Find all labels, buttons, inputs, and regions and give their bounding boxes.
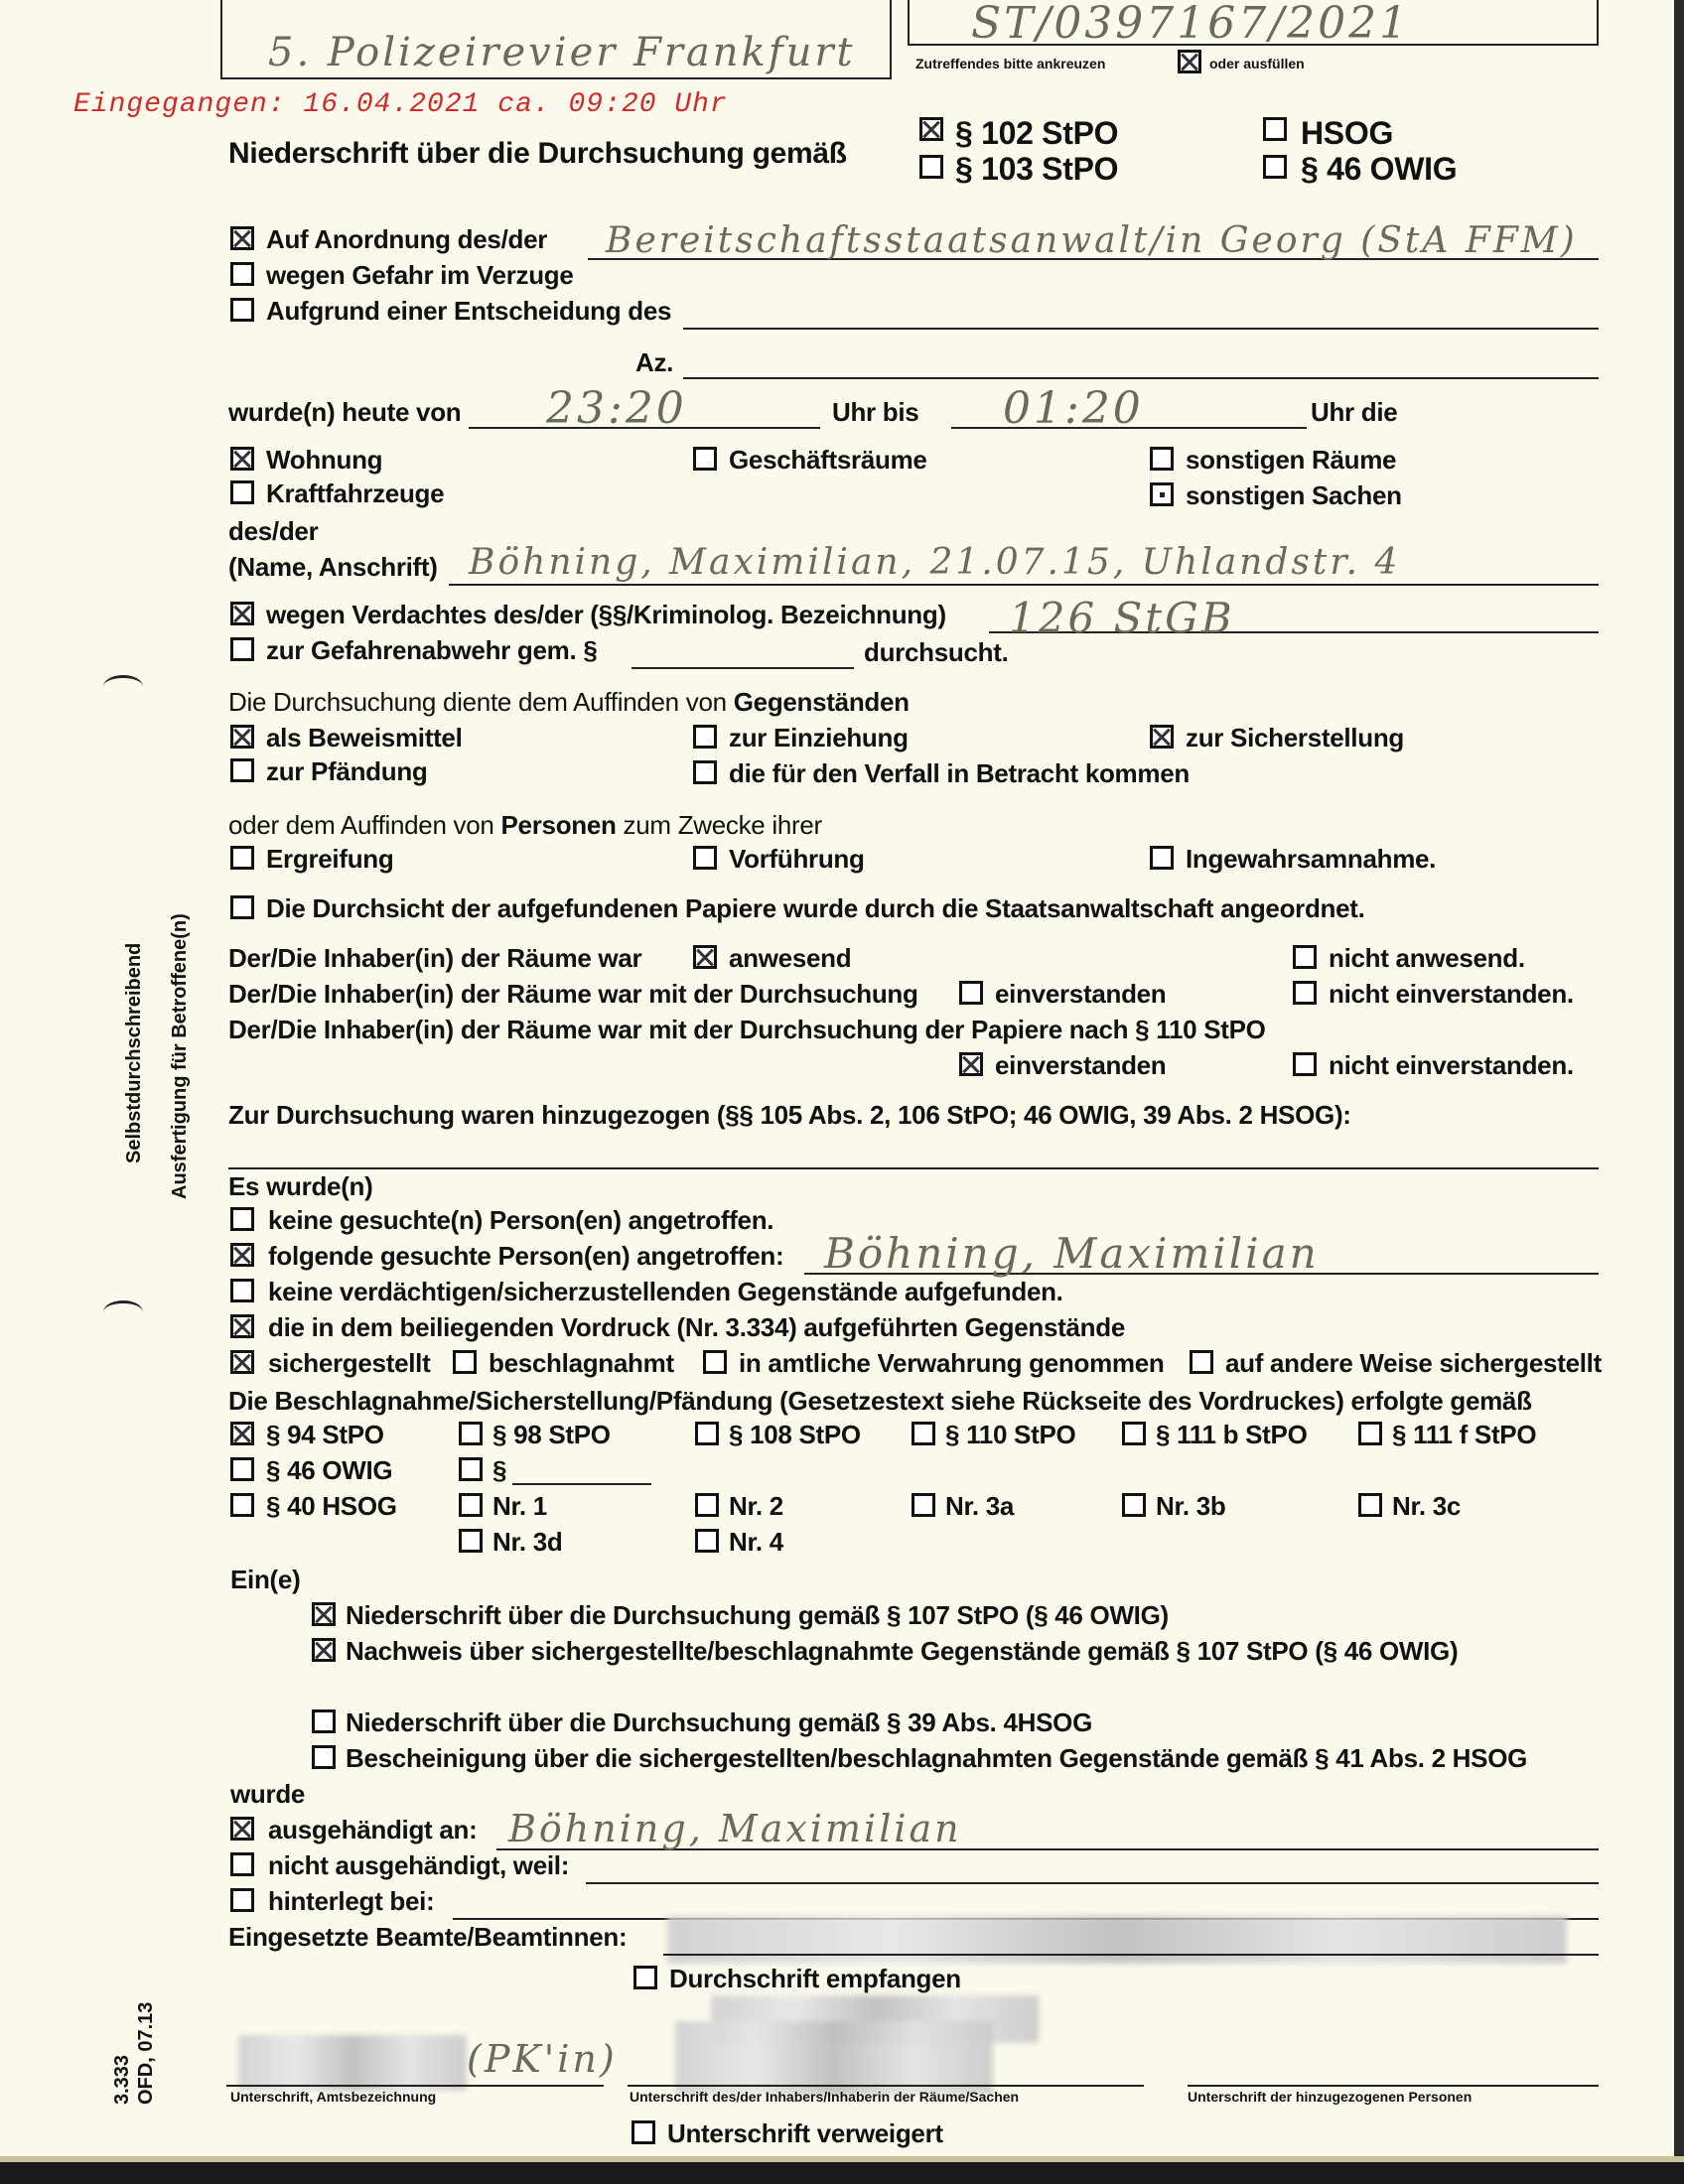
checkbox-p108[interactable] bbox=[695, 1422, 719, 1445]
label-d2: Nachweis über sichergestellte/beschlagnahmte Gegenstände gemäß § 107 StPO (§ 46 OWIG) bbox=[346, 1636, 1459, 1666]
label-gefahrenabwehr: zur Gefahrenabwehr gem. § bbox=[266, 635, 598, 665]
redacted-owner-signature bbox=[675, 2021, 993, 2095]
label-beschlagnahmt: beschlagnahmt bbox=[489, 1348, 674, 1378]
checkbox-102-stpo[interactable] bbox=[919, 117, 943, 141]
checkbox-einverstanden-papiere[interactable] bbox=[959, 1052, 983, 1076]
checkbox-geschaeft[interactable] bbox=[693, 447, 717, 471]
owner-line-1: Der/Die Inhaber(in) der Räume war bbox=[228, 943, 642, 973]
label-keine-gegenstaende: keine verdächtigen/sicherzustellenden Gegenstände aufgefunden. bbox=[268, 1277, 1063, 1306]
redacted-officers bbox=[667, 1916, 1567, 1964]
sig2-label: Unterschrift des/der Inhabers/Inhaberin der Räume/Sachen bbox=[630, 2089, 1020, 2105]
label-nr3a: Nr. 3a bbox=[945, 1491, 1015, 1521]
purpose-heading-b: Gegenständen bbox=[733, 687, 910, 717]
checkbox-p94[interactable] bbox=[230, 1422, 254, 1445]
label-verwahrung: in amtliche Verwahrung genommen bbox=[739, 1348, 1165, 1378]
checkbox-wohnung[interactable] bbox=[230, 447, 254, 471]
ausgehaendigt-handwriting: Böhning, Maximilian bbox=[508, 1807, 962, 1850]
label-beamte: Eingesetzte Beamte/Beamtinnen: bbox=[228, 1922, 628, 1952]
label-von: wurde(n) heute von bbox=[228, 397, 462, 427]
checkbox-nr4[interactable] bbox=[695, 1529, 719, 1553]
label-gefahr: wegen Gefahr im Verzuge bbox=[266, 260, 574, 290]
label-p111f: § 111 f StPO bbox=[1392, 1420, 1537, 1449]
label-anwesend: anwesend bbox=[729, 943, 852, 973]
label-sonst-sachen: sonstigen Sachen bbox=[1186, 480, 1402, 510]
hint-label: Zutreffendes bitte ankreuzen bbox=[915, 56, 1106, 71]
margin-ausfertigung: Ausfertigung für Betroffene(n) bbox=[169, 913, 191, 1199]
documents-heading: Ein(e) bbox=[230, 1565, 301, 1594]
checkbox-entscheidung[interactable] bbox=[230, 298, 254, 322]
signature-rank-handwriting: (PK'in) bbox=[467, 2037, 618, 2081]
checkbox-nr2[interactable] bbox=[695, 1493, 719, 1517]
label-nr4: Nr. 4 bbox=[729, 1527, 783, 1557]
checkbox-d3[interactable] bbox=[312, 1709, 336, 1733]
sig3-label: Unterschrift der hinzugezogenen Personen bbox=[1188, 2089, 1473, 2105]
label-einziehung: zur Einziehung bbox=[729, 723, 909, 752]
checkbox-verweigert[interactable] bbox=[632, 2120, 655, 2144]
checkbox-verdacht[interactable] bbox=[230, 602, 254, 625]
received-stamp: Eingegangen: 16.04.2021 ca. 09:20 Uhr bbox=[73, 89, 728, 120]
label-sonst-raeume: sonstigen Räume bbox=[1186, 445, 1397, 475]
label-entscheidung: Aufgrund einer Entscheidung des bbox=[266, 296, 672, 326]
label-nr3d: Nr. 3d bbox=[492, 1527, 563, 1557]
hint-label-2: oder ausfüllen bbox=[1209, 56, 1305, 71]
checkbox-nr3a[interactable] bbox=[912, 1493, 935, 1517]
label-verfall: die für den Verfall in Betracht kommen bbox=[729, 758, 1190, 788]
label-nr3c: Nr. 3c bbox=[1392, 1491, 1462, 1521]
label-sichergestellt: sichergestellt bbox=[268, 1348, 431, 1378]
sig2-line bbox=[628, 2085, 1144, 2087]
label-beweis: als Beweismittel bbox=[266, 723, 463, 752]
label-103-stpo: § 103 StPO bbox=[955, 151, 1119, 187]
checkbox-p111f[interactable] bbox=[1358, 1422, 1382, 1445]
checkbox-sichergestellt[interactable] bbox=[230, 1350, 254, 1374]
checkbox-einziehung[interactable] bbox=[693, 725, 717, 749]
label-keine-personen: keine gesuchte(n) Person(en) angetroffen. bbox=[268, 1205, 774, 1235]
checkbox-keine-personen[interactable] bbox=[230, 1207, 254, 1231]
checkbox-nicht-ausgehaendigt[interactable] bbox=[230, 1852, 254, 1876]
label-verdacht: wegen Verdachtes des/der (§§/Kriminolog. Bezeichnung) bbox=[266, 600, 946, 629]
label-durchschrift: Durchschrift empfangen bbox=[669, 1964, 961, 1993]
label-verweigert: Unterschrift verweigert bbox=[667, 2118, 943, 2148]
checkbox-folgende[interactable] bbox=[230, 1243, 254, 1267]
checkbox-d4[interactable] bbox=[312, 1745, 336, 1769]
checkbox-keine-gegenstaende[interactable] bbox=[230, 1279, 254, 1302]
punch-mark-bottom bbox=[103, 1300, 143, 1323]
checkbox-hsog[interactable] bbox=[1263, 117, 1287, 141]
label-nicht-einverstanden: nicht einverstanden. bbox=[1329, 979, 1574, 1009]
sig1-line bbox=[226, 2085, 604, 2087]
label-einverstanden-papiere: einverstanden bbox=[995, 1050, 1167, 1080]
form-title: Niederschrift über die Durchsuchung gemäß bbox=[228, 137, 847, 170]
verdacht-handwriting: 126 StGB bbox=[1009, 594, 1235, 642]
hint-checkbox[interactable] bbox=[1178, 50, 1201, 73]
checkbox-kfz[interactable] bbox=[230, 480, 254, 504]
checkbox-nr3c[interactable] bbox=[1358, 1493, 1382, 1517]
checkbox-nr1[interactable] bbox=[459, 1493, 483, 1517]
label-einverstanden: einverstanden bbox=[995, 979, 1167, 1009]
checkbox-pblank[interactable] bbox=[459, 1457, 483, 1481]
authority-handwriting: 5. Polizeirevier Frankfurt bbox=[268, 30, 856, 75]
label-andere-weise: auf andere Weise sichergestellt bbox=[1225, 1348, 1602, 1378]
checkbox-einverstanden[interactable] bbox=[959, 981, 983, 1005]
label-p40: § 40 HSOG bbox=[266, 1491, 397, 1521]
label-nicht-anwesend: nicht anwesend. bbox=[1329, 943, 1525, 973]
label-d3: Niederschrift über die Durchsuchung gemäß § 39 Abs. 4HSOG bbox=[346, 1707, 1093, 1737]
label-46-owig: § 46 OWIG bbox=[1301, 151, 1458, 187]
label-papiere: Die Durchsicht der aufgefundenen Papiere wurde durch die Staatsanwaltschaft angeordnet. bbox=[266, 893, 1365, 923]
checkbox-anordnung[interactable] bbox=[230, 226, 254, 250]
checkbox-p46[interactable] bbox=[230, 1457, 254, 1481]
checkbox-vorfuehrung[interactable] bbox=[693, 846, 717, 870]
checkbox-papiere[interactable] bbox=[230, 895, 254, 919]
label-pblank: § bbox=[492, 1455, 507, 1485]
persons-heading-c: zum Zwecke ihrer bbox=[623, 810, 822, 840]
scan-bottom-border bbox=[0, 2162, 1684, 2184]
label-folgende: folgende gesuchte Person(en) angetroffen: bbox=[268, 1241, 784, 1271]
checkbox-anwesend[interactable] bbox=[693, 945, 717, 969]
label-az: Az. bbox=[635, 347, 674, 377]
gefahrenabwehr-line bbox=[632, 667, 854, 669]
name-line bbox=[449, 584, 1599, 586]
checkbox-verfall[interactable] bbox=[693, 760, 717, 784]
label-vordruck: die in dem beiliegenden Vordruck (Nr. 3.334) aufgeführten Gegenstände bbox=[268, 1312, 1126, 1342]
checkbox-d2[interactable] bbox=[312, 1638, 336, 1662]
checkbox-46-owig[interactable] bbox=[1263, 155, 1287, 179]
purpose-heading-a: Die Durchsuchung diente dem Auffinden von bbox=[228, 687, 727, 717]
checkbox-beschlagnahmt[interactable] bbox=[453, 1350, 477, 1374]
label-wurde: wurde bbox=[230, 1779, 306, 1809]
checkbox-ergreifung[interactable] bbox=[230, 846, 254, 870]
margin-selbstdurchschreibend: Selbstdurchschreibend bbox=[123, 942, 145, 1163]
checkbox-p40[interactable] bbox=[230, 1493, 254, 1517]
label-bis: Uhr bis bbox=[832, 397, 919, 427]
checkbox-p111b[interactable] bbox=[1122, 1422, 1146, 1445]
punch-mark-top bbox=[103, 675, 143, 698]
label-d4: Bescheinigung über die sichergestellten/beschlagnahmten Gegenstände gemäß § 41 Abs. 2 HSOG bbox=[346, 1743, 1528, 1773]
label-102-stpo: § 102 StPO bbox=[955, 115, 1119, 151]
label-sicherstellung: zur Sicherstellung bbox=[1186, 723, 1404, 752]
sig3-line bbox=[1188, 2085, 1599, 2087]
scan-right-border bbox=[1674, 0, 1684, 2184]
checkbox-nr3d[interactable] bbox=[459, 1529, 483, 1553]
label-name: (Name, Anschrift) bbox=[228, 552, 438, 582]
witnesses-line bbox=[228, 1167, 1599, 1169]
name-handwriting: Böhning, Maximilian, 21.07.15, Uhlandstr. 4 bbox=[469, 542, 1401, 583]
purpose-heading bbox=[228, 687, 910, 718]
label-p94: § 94 StPO bbox=[266, 1420, 384, 1449]
entscheidung-line bbox=[683, 328, 1599, 330]
checkbox-sonst-sachen[interactable] bbox=[1150, 482, 1174, 506]
owner-line-2: Der/Die Inhaber(in) der Räume war mit der Durchsuchung bbox=[228, 979, 918, 1009]
anordnung-handwriting: Bereitschaftsstaatsanwalt/in Georg (StA FFM) bbox=[606, 220, 1578, 261]
basis-label: Die Beschlagnahme/Sicherstellung/Pfändung (Gesetzestext siehe Rückseite des Vordruckes) erfolgte gemäß bbox=[228, 1386, 1532, 1416]
label-nr2: Nr. 2 bbox=[729, 1491, 783, 1521]
checkbox-nr3b[interactable] bbox=[1122, 1493, 1146, 1517]
checkbox-nicht-einverstanden[interactable] bbox=[1293, 981, 1317, 1005]
witnesses-label: Zur Durchsuchung waren hinzugezogen (§§ 105 Abs. 2, 106 StPO; 46 OWIG, 39 Abs. 2 HSOG): bbox=[228, 1100, 1351, 1130]
label-geschaeft: Geschäftsräume bbox=[729, 445, 927, 475]
folgende-handwriting: Böhning, Maximilian bbox=[824, 1229, 1320, 1278]
label-wohnung: Wohnung bbox=[266, 445, 383, 475]
checkbox-gefahrenabwehr[interactable] bbox=[230, 637, 254, 661]
checkbox-pfaendung[interactable] bbox=[230, 758, 254, 782]
checkbox-sicherstellung[interactable] bbox=[1150, 725, 1174, 749]
margin-ofd: OFD, 07.13 bbox=[135, 2001, 157, 2105]
label-nicht-ausgehaendigt: nicht ausgehändigt, weil: bbox=[268, 1850, 570, 1880]
label-nr1: Nr. 1 bbox=[492, 1491, 547, 1521]
label-p46: § 46 OWIG bbox=[266, 1455, 393, 1485]
checkbox-beweis[interactable] bbox=[230, 725, 254, 749]
checkbox-durchschrift[interactable] bbox=[633, 1966, 657, 1989]
label-p110: § 110 StPO bbox=[945, 1420, 1076, 1449]
checkbox-vordruck[interactable] bbox=[230, 1314, 254, 1338]
margin-form-number: 3.333 bbox=[111, 2054, 133, 2105]
bis-handwriting: 01:20 bbox=[1003, 383, 1144, 434]
label-nicht-einverstanden-papiere: nicht einverstanden. bbox=[1329, 1050, 1574, 1080]
checkbox-p110[interactable] bbox=[912, 1422, 935, 1445]
az-line bbox=[683, 377, 1599, 379]
label-ausgehaendigt: ausgehändigt an: bbox=[268, 1815, 478, 1844]
persons-heading bbox=[228, 810, 822, 841]
label-die: Uhr die bbox=[1311, 397, 1398, 427]
case-number-handwriting: ST/0397167/2021 bbox=[971, 0, 1411, 49]
checkbox-p98[interactable] bbox=[459, 1422, 483, 1445]
checkbox-d1[interactable] bbox=[312, 1602, 336, 1626]
checkbox-hinterlegt[interactable] bbox=[230, 1888, 254, 1912]
label-durchsucht: durchsucht. bbox=[864, 637, 1009, 667]
label-anordnung: Auf Anordnung des/der bbox=[266, 224, 548, 254]
label-hinterlegt: hinterlegt bei: bbox=[268, 1886, 435, 1916]
checkbox-gefahr[interactable] bbox=[230, 262, 254, 286]
checkbox-nicht-anwesend[interactable] bbox=[1293, 945, 1317, 969]
beamte-line bbox=[663, 1954, 1599, 1956]
label-hsog: HSOG bbox=[1301, 115, 1394, 151]
label-p111b: § 111 b StPO bbox=[1156, 1420, 1308, 1449]
checkbox-ingewahrsam[interactable] bbox=[1150, 846, 1174, 870]
label-ingewahrsam: Ingewahrsamnahme. bbox=[1186, 844, 1437, 874]
label-p98: § 98 StPO bbox=[492, 1420, 611, 1449]
label-vorfuehrung: Vorführung bbox=[729, 844, 865, 874]
checkbox-ausgehaendigt[interactable] bbox=[230, 1817, 254, 1841]
nicht-ausgehaendigt-line bbox=[586, 1882, 1599, 1884]
checkbox-103-stpo[interactable] bbox=[919, 155, 943, 179]
persons-heading-a: oder dem Auffinden von bbox=[228, 810, 494, 840]
label-p108: § 108 StPO bbox=[729, 1420, 861, 1449]
label-desder: des/der bbox=[228, 516, 319, 546]
checkbox-verwahrung[interactable] bbox=[703, 1350, 727, 1374]
pblank-line bbox=[512, 1483, 651, 1485]
persons-heading-b: Personen bbox=[500, 810, 617, 840]
checkbox-andere-weise[interactable] bbox=[1190, 1350, 1213, 1374]
label-pfaendung: zur Pfändung bbox=[266, 756, 428, 786]
von-handwriting: 23:20 bbox=[546, 383, 687, 434]
label-ergreifung: Ergreifung bbox=[266, 844, 394, 874]
results-heading: Es wurde(n) bbox=[228, 1171, 373, 1201]
label-d1: Niederschrift über die Durchsuchung gemäß § 107 StPO (§ 46 OWIG) bbox=[346, 1600, 1169, 1630]
owner-line-3: Der/Die Inhaber(in) der Räume war mit der Durchsuchung der Papiere nach § 110 StPO bbox=[228, 1015, 1266, 1044]
checkbox-nicht-einverstanden-papiere[interactable] bbox=[1293, 1052, 1317, 1076]
redacted-officer-signature bbox=[238, 2035, 467, 2091]
sig1-label: Unterschrift, Amtsbezeichnung bbox=[230, 2089, 437, 2105]
label-nr3b: Nr. 3b bbox=[1156, 1491, 1226, 1521]
label-kfz: Kraftfahrzeuge bbox=[266, 478, 445, 508]
checkbox-sonst-raeume[interactable] bbox=[1150, 447, 1174, 471]
